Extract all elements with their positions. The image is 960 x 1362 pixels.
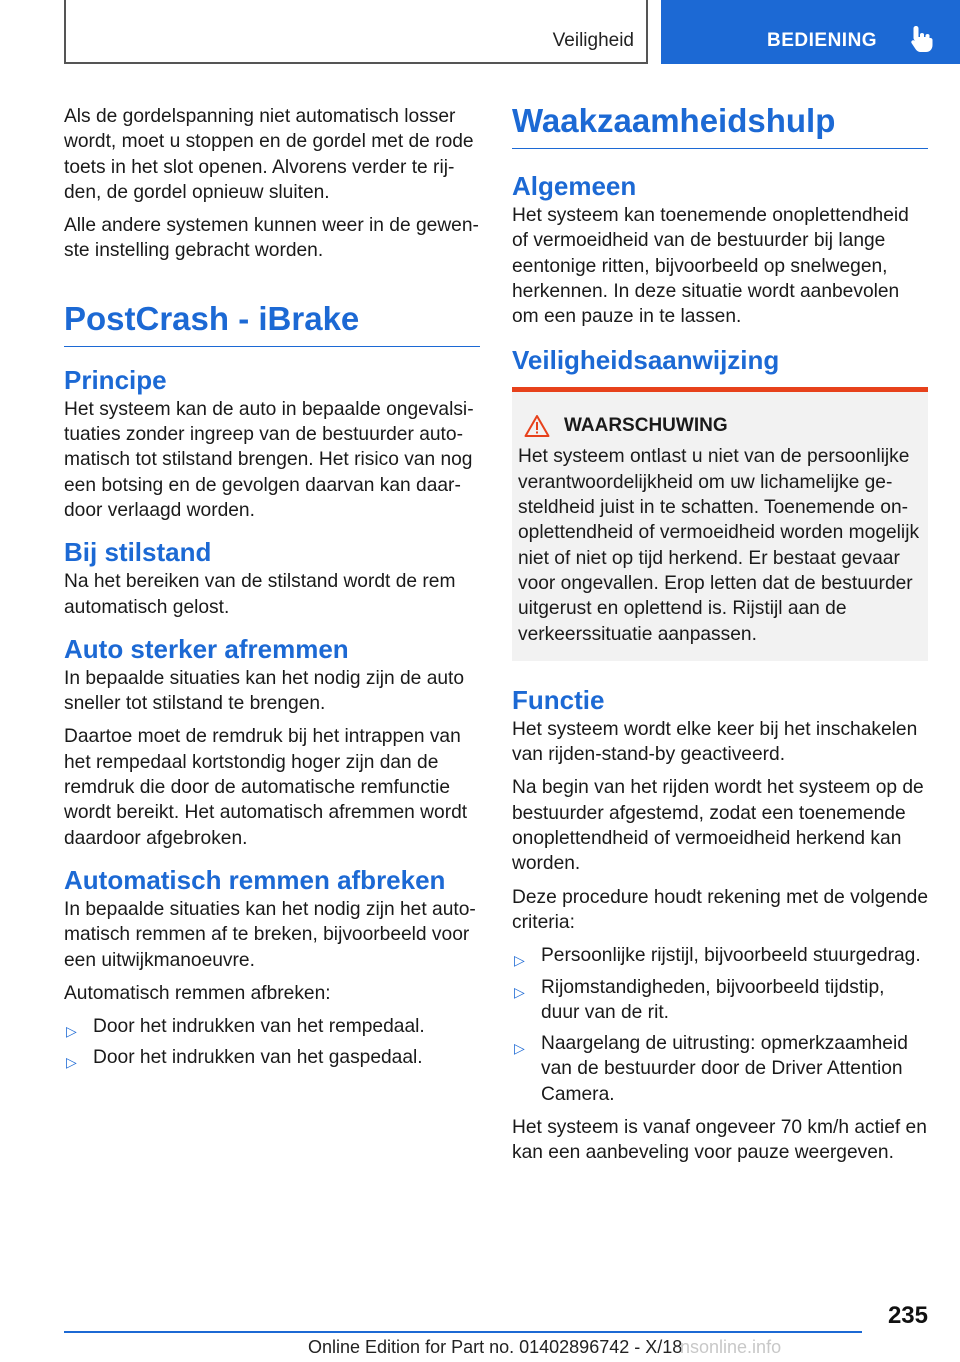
- warning-text: Het systeem ontlast u niet van de persoonlijke verantwoordelijkheid om uw lichamelijke gesteldheid juist in te schatten. Toenemende onoplettendheid of vermoeidheid worden mogelijk niet of niet op tijd herkend. Er bestaat gevaar voor ongevallen. Erop letten dat de bestuurder uitgerust en oplettend is. Rijstijl aan de verkeerssituatie aanpassen.: [518, 446, 920, 645]
- afbreken-list: [64, 1014, 480, 1071]
- list-item: ▷ Door het indrukken van het gaspedaal.: [64, 1045, 480, 1070]
- functie-list: [512, 943, 928, 1107]
- waakzaamheidshulp-heading: Waakzaamheidshulp: [512, 100, 928, 149]
- afremmen-text-1: In bepaalde situaties kan het nodig zijn de auto sneller tot stilstand te brengen.: [64, 667, 465, 715]
- afremmen-heading: Auto sterker afremmen: [64, 633, 349, 664]
- principe-text: Het systeem kan de auto in bepaalde ongevalsituaties zonder ingreep van de bestuurder automatisch tot stilstand brengen. Het risico van nog een botsing en de gevolgen daarvan kan daardoor verlaagd worden.: [64, 398, 474, 521]
- hand-pointer-icon: [909, 24, 935, 54]
- left-column: [64, 104, 480, 1079]
- list-item: ▷ Persoonlijke rijstijl, bijvoorbeeld stuurgedrag.: [512, 943, 928, 968]
- triangle-bullet-icon: ▷: [514, 952, 525, 969]
- postcrash-heading: PostCrash - iBrake: [64, 298, 480, 347]
- afbreken-text-2: Automatisch remmen afbreken:: [64, 982, 331, 1004]
- stilstand-heading: Bij stilstand: [64, 537, 212, 568]
- stilstand-text: Na het bereiken van de stilstand wordt de rem automatisch gelost.: [64, 571, 456, 618]
- list-item: ▷ Naargelang de uitrusting: opmerkzaamheid van de bestuurder door de Driver Attention Camera.: [514, 1033, 908, 1105]
- list-item: ▷ Door het indrukken van het rempedaal.: [64, 1014, 480, 1039]
- functie-text-2: Na begin van het rijden wordt het systeem op de bestuurder afgestemd, zodat een toenemende onoplettendheid of vermoeidheid herkend kan worden.: [512, 777, 924, 875]
- warning-box: [512, 387, 928, 660]
- algemeen-text: Het systeem kan toenemende onoplettendheid of vermoeidheid van de bestuurder bij lange eentonige ritten, bijvoorbeeld op snelwegen, herkennen. In deze situatie wordt aanbevolen om een pauze in te lassen.: [512, 205, 909, 328]
- footer-edition: Online Edition for Part no. 01402896742 - X/18: [308, 1337, 683, 1357]
- triangle-bullet-icon: ▷: [514, 983, 525, 1000]
- right-column: [512, 104, 928, 1174]
- header-tab[interactable]: [661, 0, 960, 64]
- intro-paragraph-2: Alle andere systemen kunnen weer in de gewenste instelling gebracht worden.: [64, 215, 479, 262]
- warning-label: WAARSCHUWING: [564, 415, 728, 437]
- principe-heading: Principe: [64, 364, 167, 395]
- functie-text-4: Het systeem is vanaf ongeveer 70 km/h actief en kan een aanbeveling voor pauze weergeven.: [512, 1117, 927, 1164]
- list-item: ▷ Rijomstandigheden, bijvoorbeeld tijdstip, duur van de rit.: [514, 976, 885, 1023]
- header-tab-label: BEDIENING: [767, 30, 878, 51]
- afremmen-text-2: Daartoe moet de remdruk bij het intrappen van het rempedaal kortstondig hoger zijn dan de remdruk die door de automatische remfunctie wordt bereikt. Het automatisch afremmen wordt daardoor afgebroken.: [64, 726, 468, 849]
- functie-text-1: Het systeem wordt elke keer bij het inschakelen van rijden-stand-by geactiveerd.: [512, 718, 918, 766]
- triangle-bullet-icon: ▷: [514, 1040, 525, 1057]
- afbreken-text-1: In bepaalde situaties kan het nodig zijn het automatisch remmen af te breken, bijvoorbeeld voor een uitwijkmanoeuvre.: [64, 898, 476, 971]
- veiligheid-heading: Veiligheidsaanwijzing: [512, 345, 780, 376]
- afbreken-heading: Automatisch remmen afbreken: [64, 864, 446, 895]
- intro-paragraph-1: Als de gordelspanning niet automatisch losser wordt, moet u stoppen en de gordel met de rode toets in het slot openen. Alvorens verder te rijden, de gordel opnieuw sluiten.: [64, 106, 474, 203]
- triangle-bullet-icon: ▷: [66, 1054, 77, 1071]
- page-number: 235: [887, 1302, 928, 1329]
- warning-triangle-icon: [524, 414, 550, 438]
- functie-heading: Functie: [512, 684, 605, 715]
- algemeen-heading: Algemeen: [512, 171, 637, 201]
- functie-text-3: Deze procedure houdt rekening met de volgende criteria:: [512, 886, 929, 933]
- header-section-title: Veiligheid: [552, 30, 634, 51]
- header-section-box: [64, 0, 648, 64]
- triangle-bullet-icon: ▷: [66, 1023, 77, 1040]
- watermark: nsonline.info: [680, 1337, 782, 1357]
- footer-divider: [64, 1331, 862, 1333]
